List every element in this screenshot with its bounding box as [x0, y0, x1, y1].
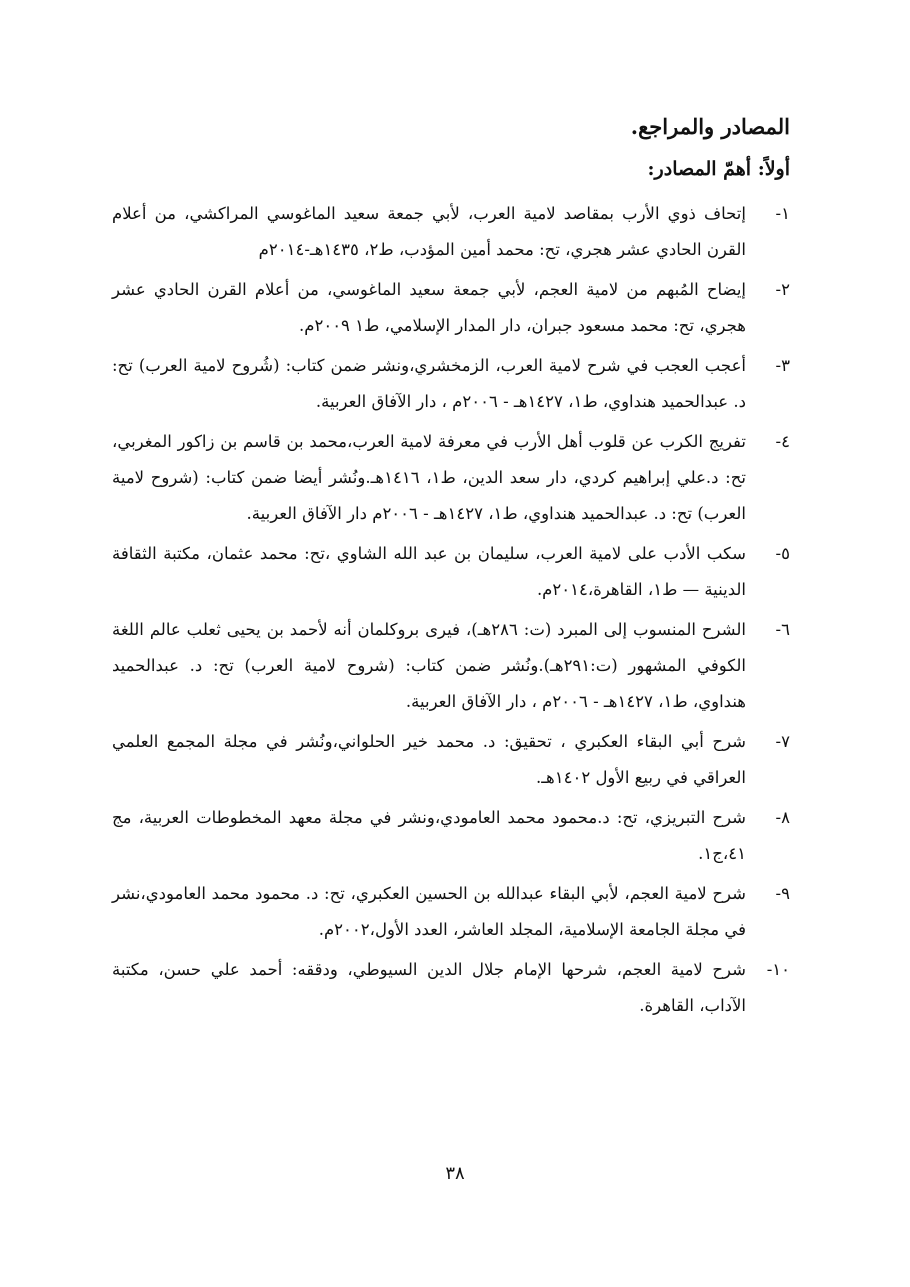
reference-text: أعجب العجب في شرح لامية العرب، الزمخشري،ونشر ضمن كتاب: (شُروح لامية العرب) تح: د. عبدالحميد هنداوي، ط١، ١٤٢٧هـ - ٢٠٠٦م ، دار الآفاق العربية.: [112, 356, 746, 411]
reference-number: ١-: [775, 204, 790, 223]
reference-item: [112, 724, 790, 796]
reference-text: الشرح المنسوب إلى المبرد (ت: ٢٨٦هـ)، فيرى بروكلمان أنه لأحمد بن يحيى ثعلب عالم اللغة الكوفي المشهور (ت:٢٩١هـ).ونُشر ضمن كتاب: (شروح لامية العرب) تح: د. عبدالحميد هنداوي، ط١، ١٤٢٧هـ - ٢٠٠٦م ، دار الآفاق العربية.: [112, 620, 747, 711]
section-heading: المصادر والمراجع.: [630, 114, 790, 139]
reference-text: شرح التبريزي، تح: د.محمود محمد العامودي،ونشر في مجلة معهد المخطوطات العربية، مج ٤١،ج١.: [112, 808, 746, 863]
reference-number: ٥-: [775, 544, 790, 563]
reference-number: ٦-: [775, 620, 790, 639]
reference-item: [112, 612, 790, 720]
reference-item: [112, 424, 790, 532]
reference-number: ٩-: [775, 884, 790, 903]
reference-item: [112, 348, 790, 420]
reference-list: [112, 196, 790, 1024]
reference-item: [112, 952, 790, 1024]
section-subheading: أولاً: أهمّ المصادر:: [647, 158, 790, 180]
reference-item: [112, 800, 790, 872]
reference-number: ٤-: [775, 432, 790, 451]
reference-text: إيضاح المُبهم من لامية العجم، لأبي جمعة سعيد الماغوسي، من أعلام القرن الحادي عشر هجري، تح: محمد مسعود جبران، دار المدار الإسلامي، ط١ ٢٠٠٩م.: [112, 280, 746, 335]
reference-text: تفريج الكرب عن قلوب أهل الأرب في معرفة لامية العرب،محمد بن قاسم بن زاكور المغربي، تح: د.علي إبراهيم كردي، دار سعد الدين، ط١، ١٤١٦هـ.ونُشر أيضا ضمن كتاب: (شروح لامية العرب) تح: د. عبدالحميد هنداوي، ط١، ١٤٢٧هـ - ٢٠٠٦م دار الآفاق العربية.: [112, 432, 746, 523]
reference-number: ٢-: [775, 280, 790, 299]
reference-text: شرح لامية العجم، شرحها الإمام جلال الدين السيوطي، ودققه: أحمد علي حسن، مكتبة الآداب، القاهرة.: [112, 960, 746, 1015]
reference-number: ١٠-: [766, 960, 790, 979]
reference-item: [112, 536, 790, 608]
reference-number: ٣-: [775, 356, 790, 375]
reference-item: [112, 272, 790, 344]
reference-number: ٨-: [775, 808, 790, 827]
reference-number: ٧-: [775, 732, 790, 751]
page-number: ٣٨: [445, 1163, 465, 1184]
reference-item: [112, 876, 790, 948]
reference-text: إتحاف ذوي الأرب بمقاصد لامية العرب، لأبي جمعة سعيد الماغوسي المراكشي، من أعلام القرن الحادي عشر هجري، تح: محمد أمين المؤدب، ط٢، ١٤٣٥هـ-٢٠١٤م: [112, 204, 746, 259]
reference-text: شرح لامية العجم، لأبي البقاء عبدالله بن الحسين العكبري، تح: د. محمود محمد العامودي،نشر في مجلة الجامعة الإسلامية، المجلد العاشر، العدد الأول،٢٠٠٢م.: [112, 884, 746, 939]
reference-item: [112, 196, 790, 268]
reference-text: سكب الأدب على لامية العرب، سليمان بن عبد الله الشاوي ،تح: محمد عثمان، مكتبة الثقافة الدينية — ط١، القاهرة،٢٠١٤م.: [112, 544, 746, 599]
reference-text: شرح أبي البقاء العكبري ، تحقيق: د. محمد خير الحلواني،ونُشر في مجلة المجمع العلمي العراقي في ربيع الأول ١٤٠٢هـ.: [112, 732, 746, 787]
